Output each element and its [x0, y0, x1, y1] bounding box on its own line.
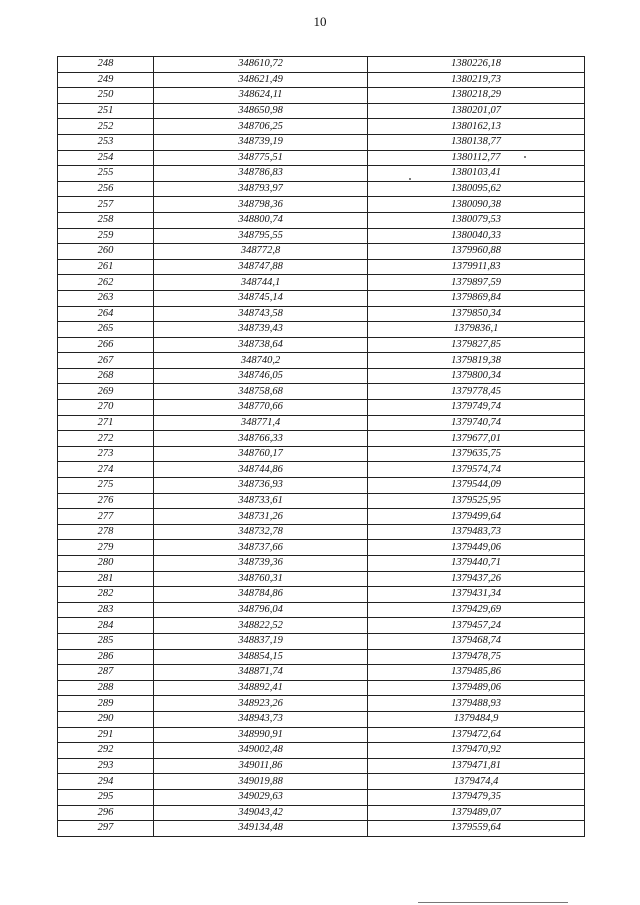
- table-row: [58, 290, 585, 306]
- table-row: [58, 275, 585, 291]
- point-number-cell: 269: [58, 384, 154, 400]
- x-coordinate-cell: 349134,48: [154, 821, 368, 837]
- x-coordinate-cell: 348772,8: [154, 244, 368, 260]
- y-coordinate-cell: 1379897,59: [368, 275, 585, 291]
- x-coordinate-cell: 349002,48: [154, 743, 368, 759]
- point-number-cell: 297: [58, 821, 154, 837]
- x-coordinate-cell: 348760,31: [154, 571, 368, 587]
- x-coordinate-cell: 348737,66: [154, 540, 368, 556]
- table-row: [58, 88, 585, 104]
- y-coordinate-cell: 1379911,83: [368, 259, 585, 275]
- y-coordinate-cell: 1379488,93: [368, 696, 585, 712]
- y-coordinate-cell: 1380095,62: [368, 181, 585, 197]
- point-number-cell: 291: [58, 727, 154, 743]
- point-number-cell: 278: [58, 524, 154, 540]
- table-row: [58, 353, 585, 369]
- point-number-cell: 267: [58, 353, 154, 369]
- table-row: [58, 72, 585, 88]
- point-number-cell: 274: [58, 462, 154, 478]
- point-number-cell: 261: [58, 259, 154, 275]
- y-coordinate-cell: 1379440,71: [368, 556, 585, 572]
- point-number-cell: 276: [58, 493, 154, 509]
- y-coordinate-cell: 1379484,9: [368, 711, 585, 727]
- point-number-cell: 253: [58, 134, 154, 150]
- y-coordinate-cell: 1380138,77: [368, 134, 585, 150]
- table-row: [58, 774, 585, 790]
- x-coordinate-cell: 348796,04: [154, 602, 368, 618]
- point-number-cell: 289: [58, 696, 154, 712]
- point-number-cell: 264: [58, 306, 154, 322]
- y-coordinate-cell: 1379431,34: [368, 587, 585, 603]
- point-number-cell: 248: [58, 57, 154, 73]
- point-number-cell: 251: [58, 103, 154, 119]
- x-coordinate-cell: 348786,83: [154, 166, 368, 182]
- y-coordinate-cell: 1379457,24: [368, 618, 585, 634]
- table-row: [58, 633, 585, 649]
- y-coordinate-cell: 1379489,07: [368, 805, 585, 821]
- point-number-cell: 265: [58, 322, 154, 338]
- point-number-cell: 294: [58, 774, 154, 790]
- table-row: [58, 587, 585, 603]
- point-number-cell: 249: [58, 72, 154, 88]
- point-number-cell: 288: [58, 680, 154, 696]
- point-number-cell: 296: [58, 805, 154, 821]
- y-coordinate-cell: 1379740,74: [368, 415, 585, 431]
- x-coordinate-cell: 348610,72: [154, 57, 368, 73]
- page-number: 10: [313, 14, 327, 29]
- y-coordinate-cell: 1379559,64: [368, 821, 585, 837]
- scan-speck: [524, 156, 526, 158]
- point-number-cell: 262: [58, 275, 154, 291]
- table-row: [58, 758, 585, 774]
- x-coordinate-cell: 348736,93: [154, 478, 368, 494]
- y-coordinate-cell: 1380162,13: [368, 119, 585, 135]
- y-coordinate-cell: 1379429,69: [368, 602, 585, 618]
- table-row: [58, 556, 585, 572]
- point-number-cell: 281: [58, 571, 154, 587]
- table-row: [58, 103, 585, 119]
- table-row: [58, 727, 585, 743]
- table-row: [58, 649, 585, 665]
- y-coordinate-cell: 1379574,74: [368, 462, 585, 478]
- x-coordinate-cell: 348822,52: [154, 618, 368, 634]
- table-row: [58, 571, 585, 587]
- x-coordinate-cell: 349029,63: [154, 789, 368, 805]
- x-coordinate-cell: 348745,14: [154, 290, 368, 306]
- y-coordinate-cell: 1380079,53: [368, 212, 585, 228]
- y-coordinate-cell: 1380040,33: [368, 228, 585, 244]
- x-coordinate-cell: 349043,42: [154, 805, 368, 821]
- point-number-cell: 252: [58, 119, 154, 135]
- x-coordinate-cell: 348854,15: [154, 649, 368, 665]
- y-coordinate-cell: 1379470,92: [368, 743, 585, 759]
- point-number-cell: 275: [58, 478, 154, 494]
- y-coordinate-cell: 1379485,86: [368, 665, 585, 681]
- x-coordinate-cell: 348733,61: [154, 493, 368, 509]
- x-coordinate-cell: 348650,98: [154, 103, 368, 119]
- x-coordinate-cell: 348732,78: [154, 524, 368, 540]
- x-coordinate-cell: 348837,19: [154, 633, 368, 649]
- y-coordinate-cell: 1379472,64: [368, 727, 585, 743]
- y-coordinate-cell: 1379677,01: [368, 431, 585, 447]
- table-row: [58, 197, 585, 213]
- y-coordinate-cell: 1379489,06: [368, 680, 585, 696]
- x-coordinate-cell: 348706,25: [154, 119, 368, 135]
- x-coordinate-cell: 348739,19: [154, 134, 368, 150]
- coordinates-table-body: [58, 57, 585, 837]
- table-row: [58, 337, 585, 353]
- y-coordinate-cell: 1379437,26: [368, 571, 585, 587]
- point-number-cell: 273: [58, 446, 154, 462]
- x-coordinate-cell: 348793,97: [154, 181, 368, 197]
- point-number-cell: 260: [58, 244, 154, 260]
- y-coordinate-cell: 1379635,75: [368, 446, 585, 462]
- table-row: [58, 743, 585, 759]
- y-coordinate-cell: 1379479,35: [368, 789, 585, 805]
- point-number-cell: 258: [58, 212, 154, 228]
- y-coordinate-cell: 1379819,38: [368, 353, 585, 369]
- y-coordinate-cell: 1379471,81: [368, 758, 585, 774]
- table-row: [58, 322, 585, 338]
- table-row: [58, 57, 585, 73]
- table-row: [58, 618, 585, 634]
- point-number-cell: 250: [58, 88, 154, 104]
- y-coordinate-cell: 1380226,18: [368, 57, 585, 73]
- y-coordinate-cell: 1379525,95: [368, 493, 585, 509]
- x-coordinate-cell: 348738,64: [154, 337, 368, 353]
- table-row: [58, 228, 585, 244]
- point-number-cell: 295: [58, 789, 154, 805]
- point-number-cell: 266: [58, 337, 154, 353]
- scan-edge-line: [418, 902, 568, 903]
- x-coordinate-cell: 348771,4: [154, 415, 368, 431]
- x-coordinate-cell: 348744,86: [154, 462, 368, 478]
- table-row: [58, 134, 585, 150]
- point-number-cell: 290: [58, 711, 154, 727]
- table-row: [58, 150, 585, 166]
- table-row: [58, 524, 585, 540]
- point-number-cell: 286: [58, 649, 154, 665]
- y-coordinate-cell: 1379778,45: [368, 384, 585, 400]
- table-row: [58, 119, 585, 135]
- point-number-cell: 283: [58, 602, 154, 618]
- x-coordinate-cell: 348775,51: [154, 150, 368, 166]
- table-row: [58, 462, 585, 478]
- table-row: [58, 821, 585, 837]
- x-coordinate-cell: 348795,55: [154, 228, 368, 244]
- table-row: [58, 166, 585, 182]
- point-number-cell: 271: [58, 415, 154, 431]
- point-number-cell: 282: [58, 587, 154, 603]
- table-row: [58, 431, 585, 447]
- point-number-cell: 293: [58, 758, 154, 774]
- table-row: [58, 680, 585, 696]
- x-coordinate-cell: 348923,26: [154, 696, 368, 712]
- point-number-cell: 254: [58, 150, 154, 166]
- table-row: [58, 509, 585, 525]
- x-coordinate-cell: 348943,73: [154, 711, 368, 727]
- x-coordinate-cell: 348990,91: [154, 727, 368, 743]
- point-number-cell: 279: [58, 540, 154, 556]
- table-row: [58, 446, 585, 462]
- y-coordinate-cell: 1380219,73: [368, 72, 585, 88]
- y-coordinate-cell: 1379850,34: [368, 306, 585, 322]
- table-row: [58, 711, 585, 727]
- y-coordinate-cell: 1379960,88: [368, 244, 585, 260]
- x-coordinate-cell: 348766,33: [154, 431, 368, 447]
- x-coordinate-cell: 349019,88: [154, 774, 368, 790]
- y-coordinate-cell: 1379478,75: [368, 649, 585, 665]
- table-row: [58, 306, 585, 322]
- point-number-cell: 256: [58, 181, 154, 197]
- point-number-cell: 257: [58, 197, 154, 213]
- point-number-cell: 270: [58, 400, 154, 416]
- table-row: [58, 415, 585, 431]
- table-row: [58, 696, 585, 712]
- point-number-cell: 259: [58, 228, 154, 244]
- y-coordinate-cell: 1379468,74: [368, 633, 585, 649]
- point-number-cell: 285: [58, 633, 154, 649]
- y-coordinate-cell: 1379800,34: [368, 368, 585, 384]
- coordinates-table: [57, 56, 585, 837]
- y-coordinate-cell: 1380218,29: [368, 88, 585, 104]
- table-row: [58, 602, 585, 618]
- y-coordinate-cell: 1379869,84: [368, 290, 585, 306]
- point-number-cell: 284: [58, 618, 154, 634]
- x-coordinate-cell: 348747,88: [154, 259, 368, 275]
- x-coordinate-cell: 348871,74: [154, 665, 368, 681]
- x-coordinate-cell: 348800,74: [154, 212, 368, 228]
- x-coordinate-cell: 348770,66: [154, 400, 368, 416]
- x-coordinate-cell: 349011,86: [154, 758, 368, 774]
- x-coordinate-cell: 348784,86: [154, 587, 368, 603]
- y-coordinate-cell: 1379827,85: [368, 337, 585, 353]
- x-coordinate-cell: 348744,1: [154, 275, 368, 291]
- y-coordinate-cell: 1380201,07: [368, 103, 585, 119]
- scan-speck: [409, 178, 411, 180]
- y-coordinate-cell: 1380090,38: [368, 197, 585, 213]
- y-coordinate-cell: 1379483,73: [368, 524, 585, 540]
- table-row: [58, 400, 585, 416]
- x-coordinate-cell: 348760,17: [154, 446, 368, 462]
- y-coordinate-cell: 1380103,41: [368, 166, 585, 182]
- table-row: [58, 478, 585, 494]
- point-number-cell: 272: [58, 431, 154, 447]
- x-coordinate-cell: 348731,26: [154, 509, 368, 525]
- point-number-cell: 268: [58, 368, 154, 384]
- x-coordinate-cell: 348621,49: [154, 72, 368, 88]
- x-coordinate-cell: 348758,68: [154, 384, 368, 400]
- x-coordinate-cell: 348892,41: [154, 680, 368, 696]
- x-coordinate-cell: 348743,58: [154, 306, 368, 322]
- x-coordinate-cell: 348739,36: [154, 556, 368, 572]
- table-row: [58, 244, 585, 260]
- x-coordinate-cell: 348740,2: [154, 353, 368, 369]
- point-number-cell: 255: [58, 166, 154, 182]
- y-coordinate-cell: 1379544,09: [368, 478, 585, 494]
- table-row: [58, 259, 585, 275]
- point-number-cell: 287: [58, 665, 154, 681]
- table-row: [58, 384, 585, 400]
- table-row: [58, 540, 585, 556]
- table-row: [58, 493, 585, 509]
- y-coordinate-cell: 1379749,74: [368, 400, 585, 416]
- table-row: [58, 181, 585, 197]
- table-row: [58, 368, 585, 384]
- table-row: [58, 212, 585, 228]
- point-number-cell: 280: [58, 556, 154, 572]
- table-row: [58, 805, 585, 821]
- x-coordinate-cell: 348798,36: [154, 197, 368, 213]
- y-coordinate-cell: 1379499,64: [368, 509, 585, 525]
- point-number-cell: 292: [58, 743, 154, 759]
- point-number-cell: 277: [58, 509, 154, 525]
- x-coordinate-cell: 348624,11: [154, 88, 368, 104]
- y-coordinate-cell: 1379836,1: [368, 322, 585, 338]
- table-row: [58, 665, 585, 681]
- y-coordinate-cell: 1379474,4: [368, 774, 585, 790]
- x-coordinate-cell: 348739,43: [154, 322, 368, 338]
- y-coordinate-cell: 1380112,77: [368, 150, 585, 166]
- point-number-cell: 263: [58, 290, 154, 306]
- table-row: [58, 789, 585, 805]
- y-coordinate-cell: 1379449,06: [368, 540, 585, 556]
- x-coordinate-cell: 348746,05: [154, 368, 368, 384]
